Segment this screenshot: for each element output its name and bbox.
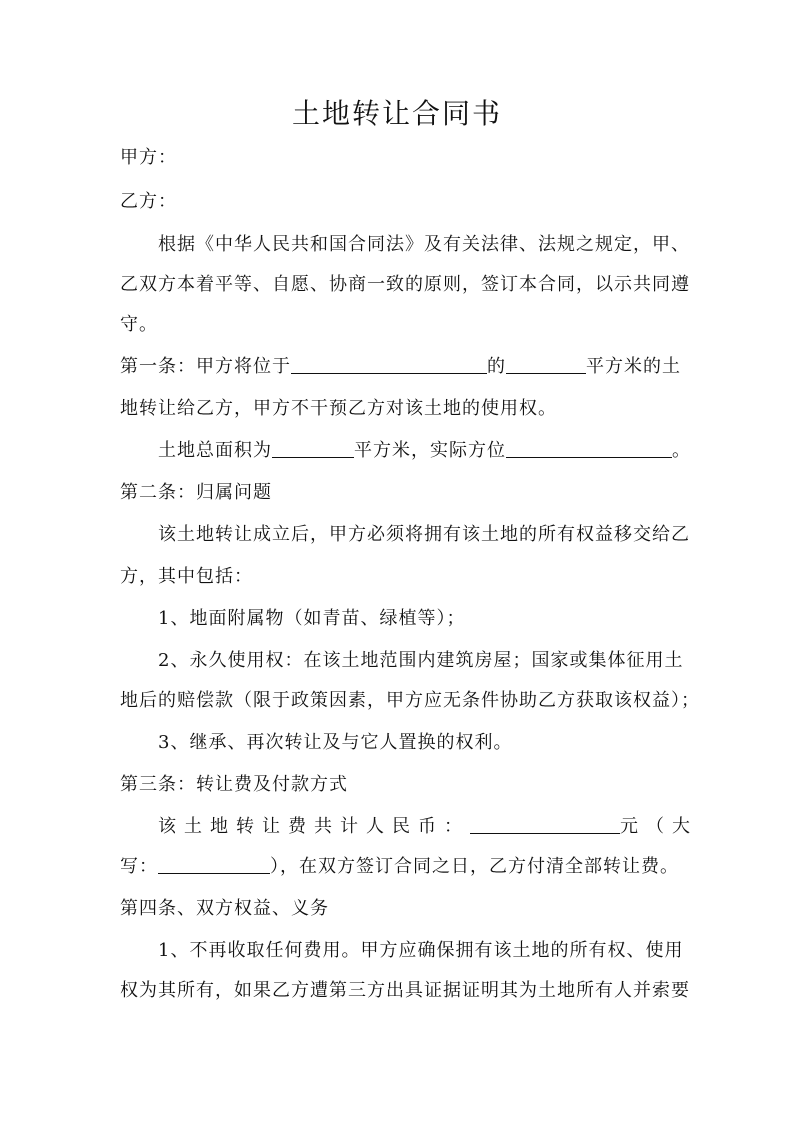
payment-terms-text: ），在双方签订合同之日，乙方付清全部转让费。 [270, 856, 679, 877]
article1-end-period: 。 [672, 440, 691, 461]
article2-paragraph-line-1: 该土地转让成立后，甲方必须将拥有该土地的所有权益移交给乙 [158, 524, 690, 545]
article4-line-2: 权为其所有，如果乙方遭第三方出具证据证明其为土地所有人并索要 [120, 980, 690, 1001]
transfer-fee-label: 该土地转让费共计人民币： [158, 816, 470, 837]
fee-unit-label: 元（大 [620, 816, 698, 837]
article1-line-3 [158, 436, 691, 466]
article2-item-2-line-2: 地后的赔偿款（限于政策因素，甲方应无条件协助乙方获取该权益）； [120, 690, 700, 711]
article2-item-2-line-1: 2、永久使用权：在该土地范围内建筑房屋；国家或集体征用土 [158, 650, 684, 671]
document-title: 土地转让合同书 [291, 97, 502, 130]
area-blank[interactable] [506, 355, 586, 374]
preamble-line-1: 根据《中华人民共和国合同法》及有关法律、法规之规定，甲、 [158, 234, 690, 255]
article1-line-2: 地转让给乙方，甲方不干预乙方对该土地的使用权。 [120, 398, 557, 419]
fee-capital-blank[interactable] [158, 855, 270, 874]
article1-text-a: 第一条：甲方将位于 [120, 356, 291, 377]
article3-heading: 第三条：转让费及付款方式 [120, 774, 348, 795]
total-area-blank[interactable] [272, 439, 354, 458]
location-blank[interactable] [291, 355, 487, 374]
article3-line-2 [120, 852, 679, 882]
preamble-line-3: 守。 [120, 314, 158, 335]
fee-amount-blank[interactable] [470, 815, 620, 834]
capital-label: 写： [120, 856, 158, 877]
article1-line-1 [120, 352, 681, 382]
total-area-label: 土地总面积为 [158, 440, 272, 461]
orientation-blank[interactable] [506, 439, 672, 458]
article4-heading: 第四条、双方权益、义务 [120, 898, 329, 919]
party-a-line: 甲方： [120, 147, 177, 168]
article2-item-3: 3、继承、再次转让及与它人置换的权利。 [158, 732, 513, 753]
preamble-line-2: 乙双方本着平等、自愿、协商一致的原则，签订本合同，以示共同遵 [120, 274, 690, 295]
orientation-label: 平方米，实际方位 [354, 440, 506, 461]
article1-text-c: 平方米的土 [586, 356, 681, 377]
party-b-line: 乙方： [120, 191, 177, 212]
article4-line-1: 1、不再收取任何费用。甲方应确保拥有该土地的所有权、使用 [158, 940, 684, 961]
article2-item-1: 1、地面附属物（如青苗、绿植等）； [158, 608, 466, 629]
article2-heading: 第二条：归属问题 [120, 482, 272, 503]
article1-text-b: 的 [487, 356, 506, 377]
article3-line-1 [158, 812, 698, 842]
article2-paragraph-line-2: 方，其中包括： [120, 566, 253, 587]
